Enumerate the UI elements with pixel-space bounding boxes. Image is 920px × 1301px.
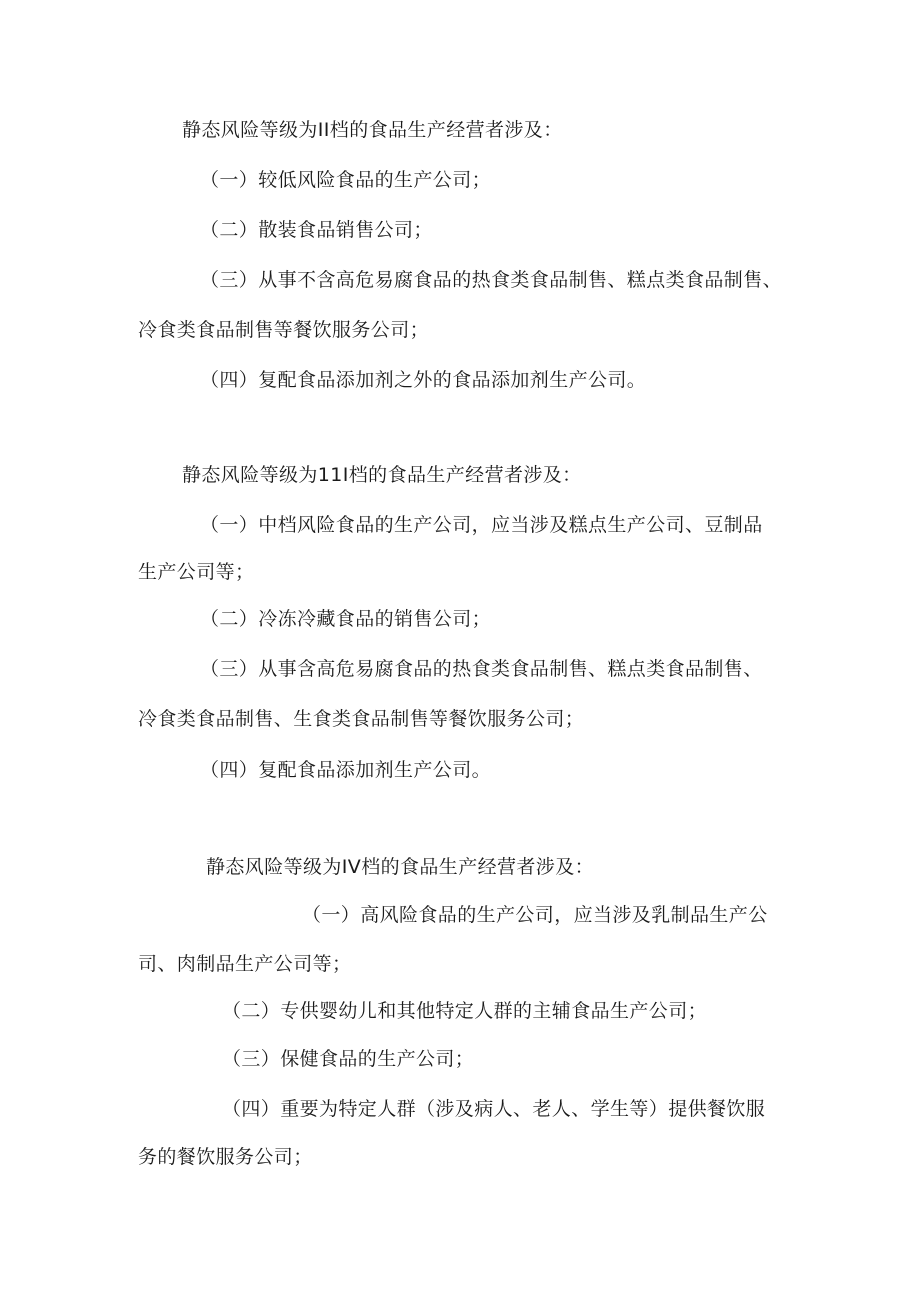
list-item-continuation: 司、肉制品生产公司等； — [138, 953, 352, 975]
list-item: （四）重要为特定人群（涉及病人、老人、学生等）提供餐饮服 — [222, 1098, 766, 1120]
section-heading: 静态风险等级为IV档的食品生产经营者涉及： — [206, 856, 595, 878]
list-item: （四）复配食品添加剂生产公司。 — [200, 759, 492, 781]
section-heading: 静态风险等级为II档的食品生产经营者涉及： — [182, 119, 563, 141]
list-item-continuation: 冷食类食品制售等餐饮服务公司； — [138, 319, 430, 341]
list-item: （四）复配食品添加剂之外的食品添加剂生产公司。 — [200, 369, 647, 391]
list-item-continuation: 冷食类食品制售、生食类食品制售等餐饮服务公司； — [138, 708, 585, 730]
list-item: （二）冷冻冷藏食品的销售公司； — [200, 608, 492, 630]
list-item: （二）散装食品销售公司； — [200, 219, 433, 241]
list-item: （三）保健食品的生产公司； — [222, 1048, 475, 1070]
list-item-continuation: 务的餐饮服务公司； — [138, 1146, 313, 1168]
list-item: （一）高风险食品的生产公司，应当涉及乳制品生产公 — [302, 904, 768, 926]
list-item-continuation: 生产公司等； — [138, 561, 255, 583]
section-heading: 静态风险等级为11I档的食品生产经营者涉及： — [182, 464, 582, 486]
list-item: （二）专供婴幼儿和其他特定人群的主辅食品生产公司； — [222, 1000, 708, 1022]
list-item: （三）从事不含高危易腐食品的热食类食品制售、糕点类食品制售、 — [200, 269, 783, 291]
list-item: （一）较低风险食品的生产公司； — [200, 169, 492, 191]
list-item: （一）中档风险食品的生产公司，应当涉及糕点生产公司、豆制品 — [200, 514, 763, 536]
list-item: （三）从事含高危易腐食品的热食类食品制售、糕点类食品制售、 — [200, 658, 763, 680]
